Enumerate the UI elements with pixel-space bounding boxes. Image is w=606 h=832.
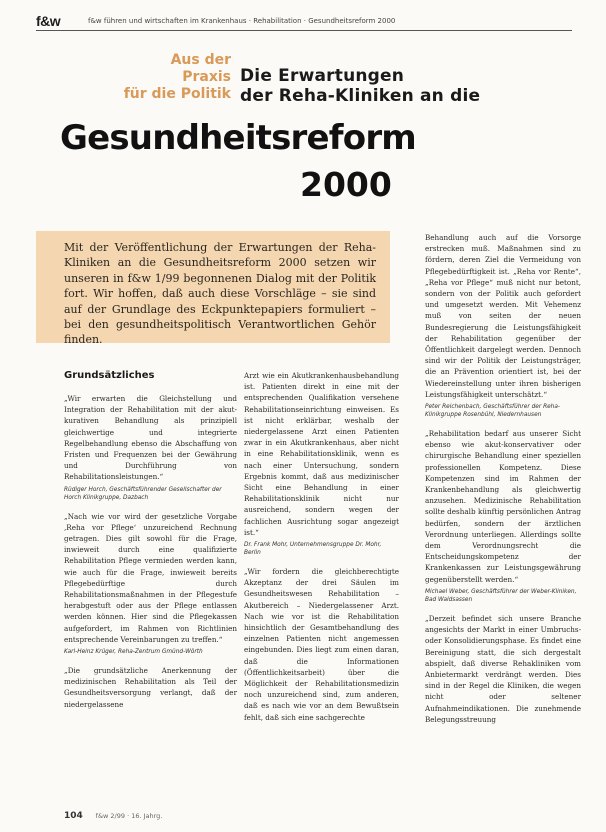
quote-byline: Rüdiger Horch, Geschäftsführender Gesellschafter der Horch Klinikgruppe, Dazbach (64, 486, 222, 501)
column-2 (244, 370, 399, 731)
article-title-year: 2000 (300, 165, 392, 204)
quote-text: „Wir fordern die gleichberechtigte Akzeptanz der drei Säulen im Gesundheitswesen Rehabilitation – Akutbereich – Niedergelassener Arzt. Nach wie vor ist die Rehabilitation hinsichtlich der Gesamtbehandlung des einzelnen Patienten nicht angemessen eingebunden. Dies liegt zum einen daran, daß die Informationen (Öffentlichkeitsarbeit) über die Möglichkeit der Rehabilitationsmedizin noch unzureichend sind, zum anderen, daß es nach wie vor an dem Bewußtsein fehlt, daß sich eine sachgerechte (244, 567, 399, 722)
column-3 (425, 232, 581, 733)
quote-text: „Wir erwarten die Gleichstellung und Integration der Rehabilitation mit der akut-kurativen Behandlung als prinzipiell gleichwertige und integrierte Regelbehandlung ebenso die Abschaffung von Fristen und Frequenzen bei der Gewährung und Durchführung von Rehabilitationsleistungen.“ (64, 394, 237, 482)
footer-source: f&w 2/99 · 16. Jahrg. (95, 812, 163, 820)
quote-text: „Nach wie vor wird der gesetzliche Vorgabe ‚Reha vor Pflege‘ unzureichend Rechnung getragen. Dies gilt sowohl für die Frage, inwieweit durch eine qualifizierte Rehabilitation Pflege vermieden werden kann, wie auch für die Frage, inwieweit bereits Pflegebedürftige durch Rehabilitationsmaßnahmen in der Pflegestufe herabgestuft oder aus der Pflege entlassen werden können. Hier sind die Pflegekassen aufgefordert, im Rahmen von Richtlinien entsprechende Vereinbarungen zu treffen.“ (64, 511, 237, 644)
quote-text: „Die grundsätzliche Anerkennung der medizinischen Rehabilitation als Teil der Gesundheitsversorgung verlangt, daß der niedergelassene (64, 666, 237, 709)
quote-text: Behandlung auch auf die Vorsorge erstrecken muß. Maßnahmen sind zu fördern, deren Ziel die Vermeidung von Pflegebedürftigkeit ist. „Reha vor Rente“, „Reha vor Pflege“ muß nicht nur betont, sondern von der Politik auch gefordert und umgesetzt werden. Mit Vehemenz muß von seiten der neuen Bundesregierung die Leistungsfähigkeit der Rehabilitation gegenüber der Öffentlichkeit dargelegt werden. Dennoch sind wir der Politik der Leistungsträger, die an Prävention orientiert ist, bei der Wiedereinstellung unter ihren bisherigen Leistungsfähigkeit unterschätzt.“ (425, 233, 581, 399)
quote-text: Arzt wie ein Akutkrankenhausbehandlung ist. Patienten direkt in eine mit der entsprechenden Qualifikation versehene Rehabilitationseinrichtung einweisen. Es ist nicht erklärbar, weshalb der niedergelassene Arzt einen Patienten zwar in ein Akutkrankenhaus, aber nicht in eine Rehabilitationsklinik, wenn es nach einer Untersuchung, sondern Ergebnis kommt, daß aus medizinischer Sicht eine Behandlung in einer Rehabilitationsklinik nicht nur ausreichend, sondern wegen der fachlichen Ausrichtung sogar angezeigt ist.“ (244, 371, 399, 537)
page-number: 104 (64, 811, 83, 821)
quote-byline: Dr. Frank Mohr, Unternehmensgruppe Dr. Mohr, Berlin (244, 542, 382, 557)
intro-text: Mit der Veröffentlichung der Erwartungen der Reha-Kliniken an die Gesundheitsreform 2000 setzen wir unseren in f&w 1/99 begonnenen Dialog mit der Politik fort. Wir hoffen, daß auch diese Vorschläge – sie sind auf der Grundlage des Eckpunktepapiers formuliert – bei den gesundheitspolitisch Verantwortlichen Gehör finden. (64, 241, 376, 347)
kicker (71, 52, 231, 103)
quote-text: „Derzeit befindet sich unsere Branche angesichts der Markt in einer Umbruchs- oder Konsolidierungsphase. Es findet eine Bereinigung statt, die sich dergestalt abspielt, daß diverse Rehakliniken vom Anbietermarkt verdrängt werden. Dies sind in der Regel die Kliniken, die wegen nicht oder seltener Aufnahmeindikationen. Die zunehmende Belegungsstreuung (425, 613, 581, 724)
kicker-line: für die Politik (123, 86, 231, 102)
quote-byline: Karl-Heinz Krüger, Reha-Zentrum Gmünd-Wörth (64, 649, 203, 656)
section-heading: Grundsätzliches (64, 370, 155, 381)
running-head: f&w führen und wirtschaften im Krankenhaus · Rehabilitation · Gesundheitsreform 2000 (88, 17, 396, 25)
header-rule (36, 30, 572, 31)
subtitle-line: der Reha-Kliniken an die (240, 86, 481, 106)
article-subtitle (240, 66, 480, 106)
quote-text: „Rehabilitation bedarf aus unserer Sicht ebenso wie akut-konservativer oder chirurgische Behandlung einer speziellen professionellen Kompetenz. Diese Kompetenzen sind im Rahmen der Krankenbehandlung als gleichwertig anzusehen. Medizinische Rehabilitation sollte deshalb künftig persönlichen Antrag bedürfen, sondern der ärztlichen Verordnung unterliegen. Allerdings sollte dem Verordnungsrecht die Entscheidungskompetenz der Krankenkassen zur Leistungsgewährung gegenüberstellt werden.“ (425, 429, 581, 584)
intro-box (36, 231, 390, 347)
top-bar (0, 0, 606, 30)
column-1 (64, 370, 237, 718)
subtitle-line: Die Erwartungen (240, 66, 405, 86)
page-footer (64, 811, 162, 821)
quote-byline: Michael Weber, Geschäftsführer der Weber-Kliniken, Bad Waldsassen (425, 588, 577, 603)
kicker-line: Praxis (182, 69, 231, 85)
quote-byline: Peter Reichenbach, Geschäftsführer der Reha-Klinikgruppe Rosenbühl, Niedernhausen (425, 404, 560, 419)
magazine-logo: f&w (36, 13, 61, 29)
article-title: Gesundheitsreform (60, 118, 416, 158)
kicker-line: Aus der (170, 52, 231, 68)
